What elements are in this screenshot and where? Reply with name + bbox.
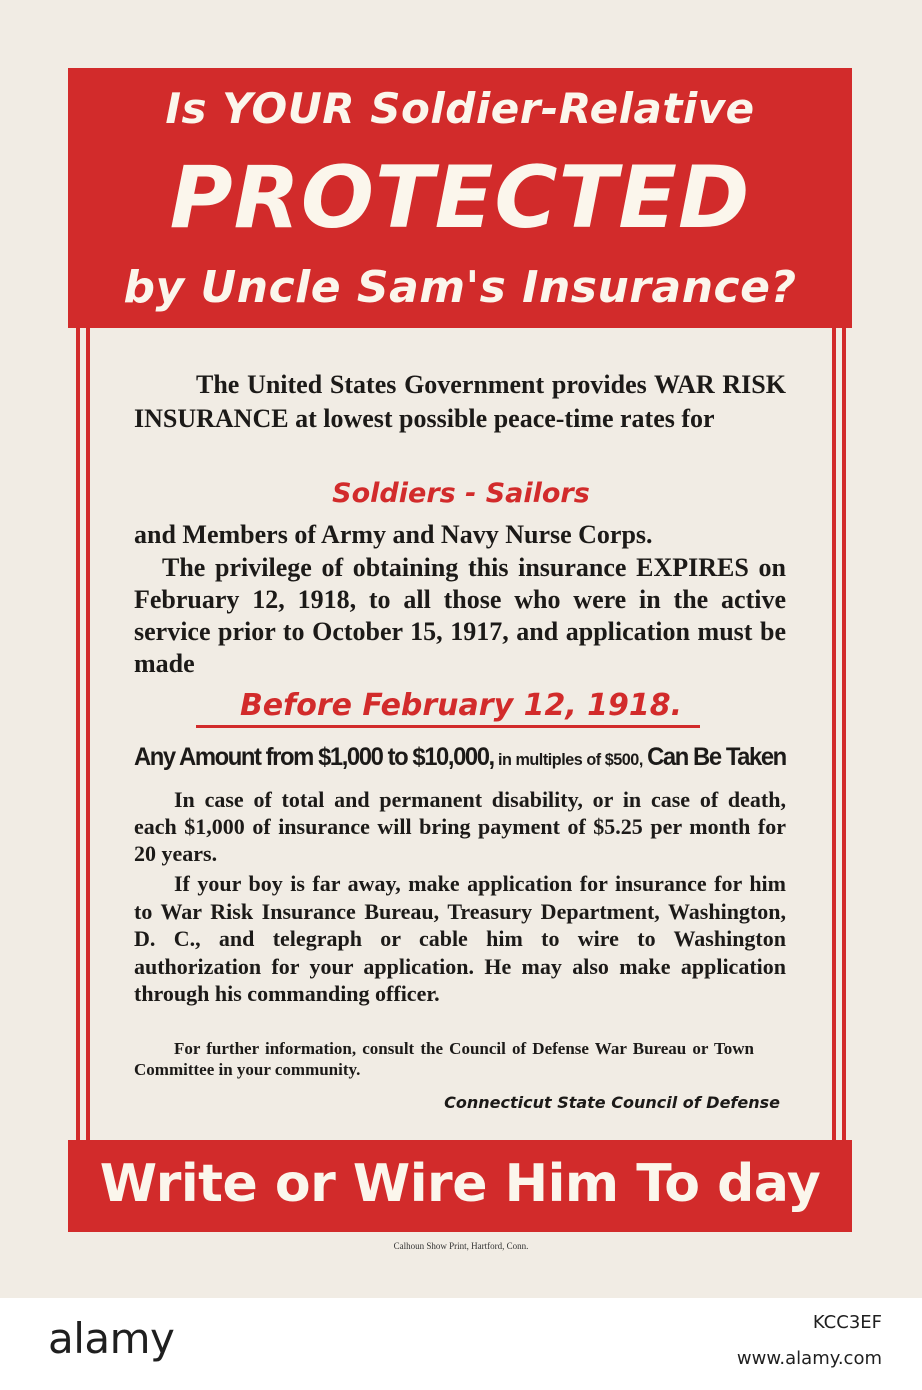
intro-paragraph: The United States Government provides WAR RISK INSURANCE at lowest possible peace-time rates for xyxy=(134,370,786,433)
signature: Connecticut State Council of Defense xyxy=(444,1093,780,1112)
headline-banner xyxy=(68,68,852,328)
alamy-logo: alamy xyxy=(48,1314,175,1363)
left-border-outer xyxy=(76,328,80,1140)
image-id: KCC3EF xyxy=(812,1312,882,1333)
deadline-line: Before February 12, 1918. xyxy=(239,688,683,723)
amount-part-3: Can Be Taken xyxy=(647,743,786,771)
headline-line-1: Is YOUR Soldier-Relative xyxy=(165,84,755,133)
application-paragraph: If your boy is far away, make application for insurance for him to War Risk Insurance Bureau, Treasury Department, Washington, D. C., and telegraph or cable him to wire to Washington authorization for your application. He may also make application through his commanding officer. xyxy=(134,871,786,1006)
privilege-paragraph: The privilege of obtaining this insurance EXPIRES on February 12, 1918, to all those who were in the active service prior to October 15, 1917, and application must be made xyxy=(134,553,786,678)
printer-credit: Calhoun Show Print, Hartford, Conn. xyxy=(393,1241,529,1251)
site-url: www.alamy.com xyxy=(736,1348,882,1369)
disability-paragraph: In case of total and permanent disability, or in case of death, each $1,000 of insurance will bring payment of $5.25 per month for 20 years. xyxy=(134,787,786,866)
right-border-inner xyxy=(832,328,836,1140)
deadline-underline xyxy=(196,725,700,728)
call-to-action-banner xyxy=(68,1140,852,1232)
amount-part-2: in multiples of $500, xyxy=(497,750,643,769)
amount-line xyxy=(134,743,786,772)
members-line: and Members of Army and Navy Nurse Corps. xyxy=(134,520,653,549)
soldiers-sailors-line: Soldiers - Sailors xyxy=(332,478,590,509)
headline-line-3: by Uncle Sam's Insurance? xyxy=(123,262,797,313)
amount-part-1: Any Amount from $1,000 to $10,000, xyxy=(134,743,494,771)
call-to-action: Write or Wire Him To day xyxy=(99,1154,821,1214)
headline-protected: PROTECTED xyxy=(169,148,751,248)
info-paragraph: For further information, consult the Council of Defense War Bureau or Town Committee in your community. xyxy=(134,1039,754,1079)
left-border-inner xyxy=(86,328,90,1140)
right-border-outer xyxy=(842,328,846,1140)
